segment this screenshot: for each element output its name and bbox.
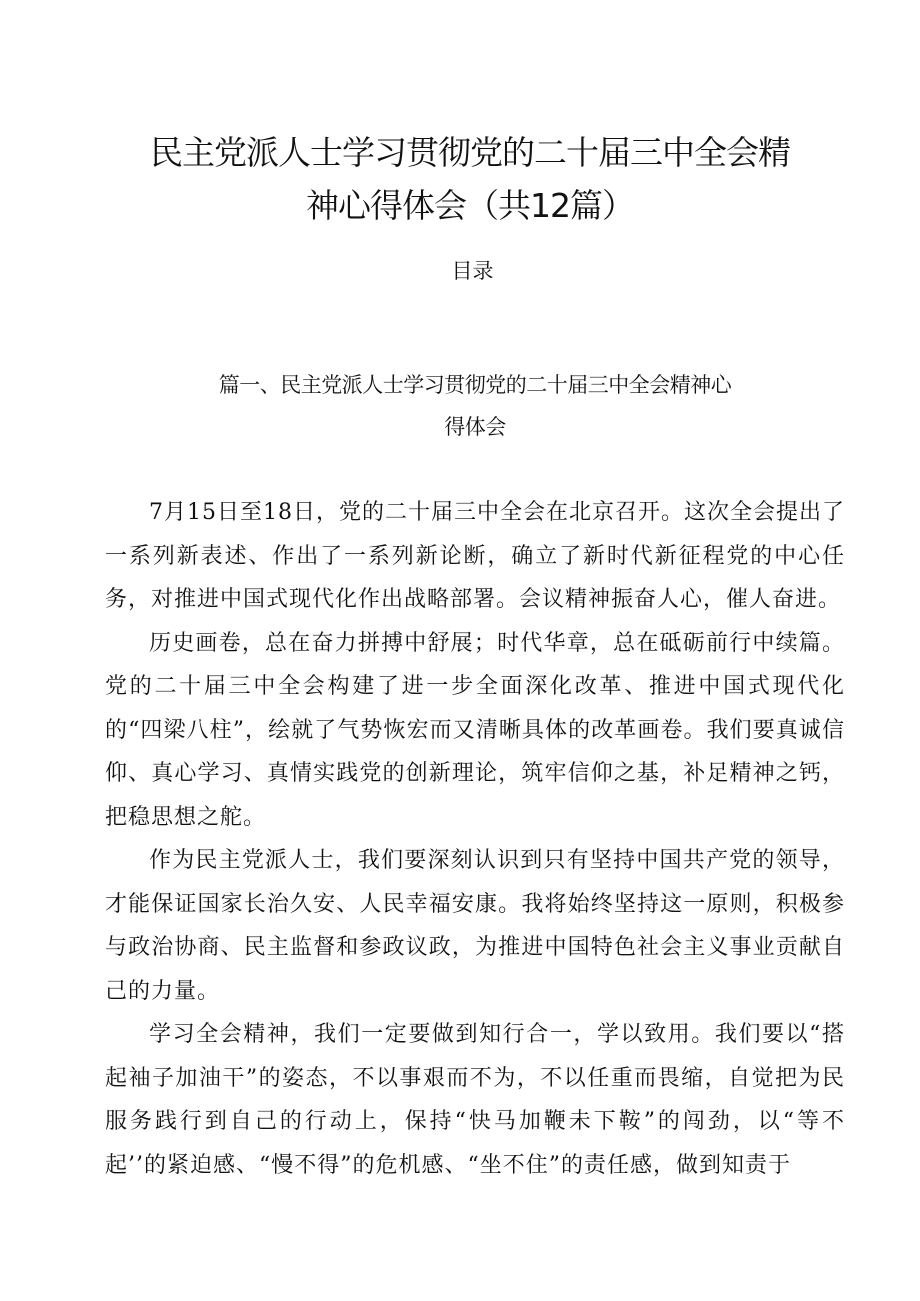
chapter-title-line-1: 篇一、民主党派人士学习贯彻党的二十届三中全会精神心 [218,373,732,397]
toc-heading: 目录 [451,259,494,283]
paragraph-2: 历史画卷，总在奋力拼搏中舒展；时代华章，总在砥砺前行中续篇。党的二十届三中全会构建了进一步全面深化改革、推进中国式现代化的“四梁八柱”，绘就了气势恢宏而又清晰具体的改革画卷。我们要真诚信仰、真心学习、真情实践党的创新理论，筑牢信仰之基，补足精神之钙，把稳思想之舵。 [105,630,845,830]
document-title-line-2: 神心得体会（共12篇） [306,186,634,225]
paragraph-1: 7月15日至18日，党的二十届三中全会在北京召开。这次全会提出了一系列新表述、作出了一系列新论断，确立了新时代新征程党的中心任务，对推进中国式现代化作出战略部署。会议精神振奋人心，催人奋进。 [105,500,845,612]
body-text [105,491,845,1187]
paragraph-4: 学习全会精神，我们一定要做到知行合一，学以致用。我们要以“搭起袖子加油干”的姿态，不以事艰而不为，不以任重而畏缩，自觉把为民服务践行到自己的行动上，保持“快马加鞭未下鞍”的闯劲，以“等不起’’的紧迫感、“慢不得”的危机感、“坐不住”的责任感，做到知责于 [105,1022,845,1178]
paragraph-3: 作为民主党派人士，我们要深刻认识到只有坚持中国共产党的领导，才能保证国家长治久安、人民幸福安康。我将始终坚持这一原则，积极参与政治协商、民主监督和参政议政，为推进中国特色社会主义事业贡献自己的力量。 [105,848,845,1004]
chapter-title [140,364,810,448]
document-title [100,126,840,232]
chapter-title-line-2: 得体会 [444,415,506,439]
document-title-line-1: 民主党派人士学习贯彻党的二十届三中全会精 [150,133,790,172]
